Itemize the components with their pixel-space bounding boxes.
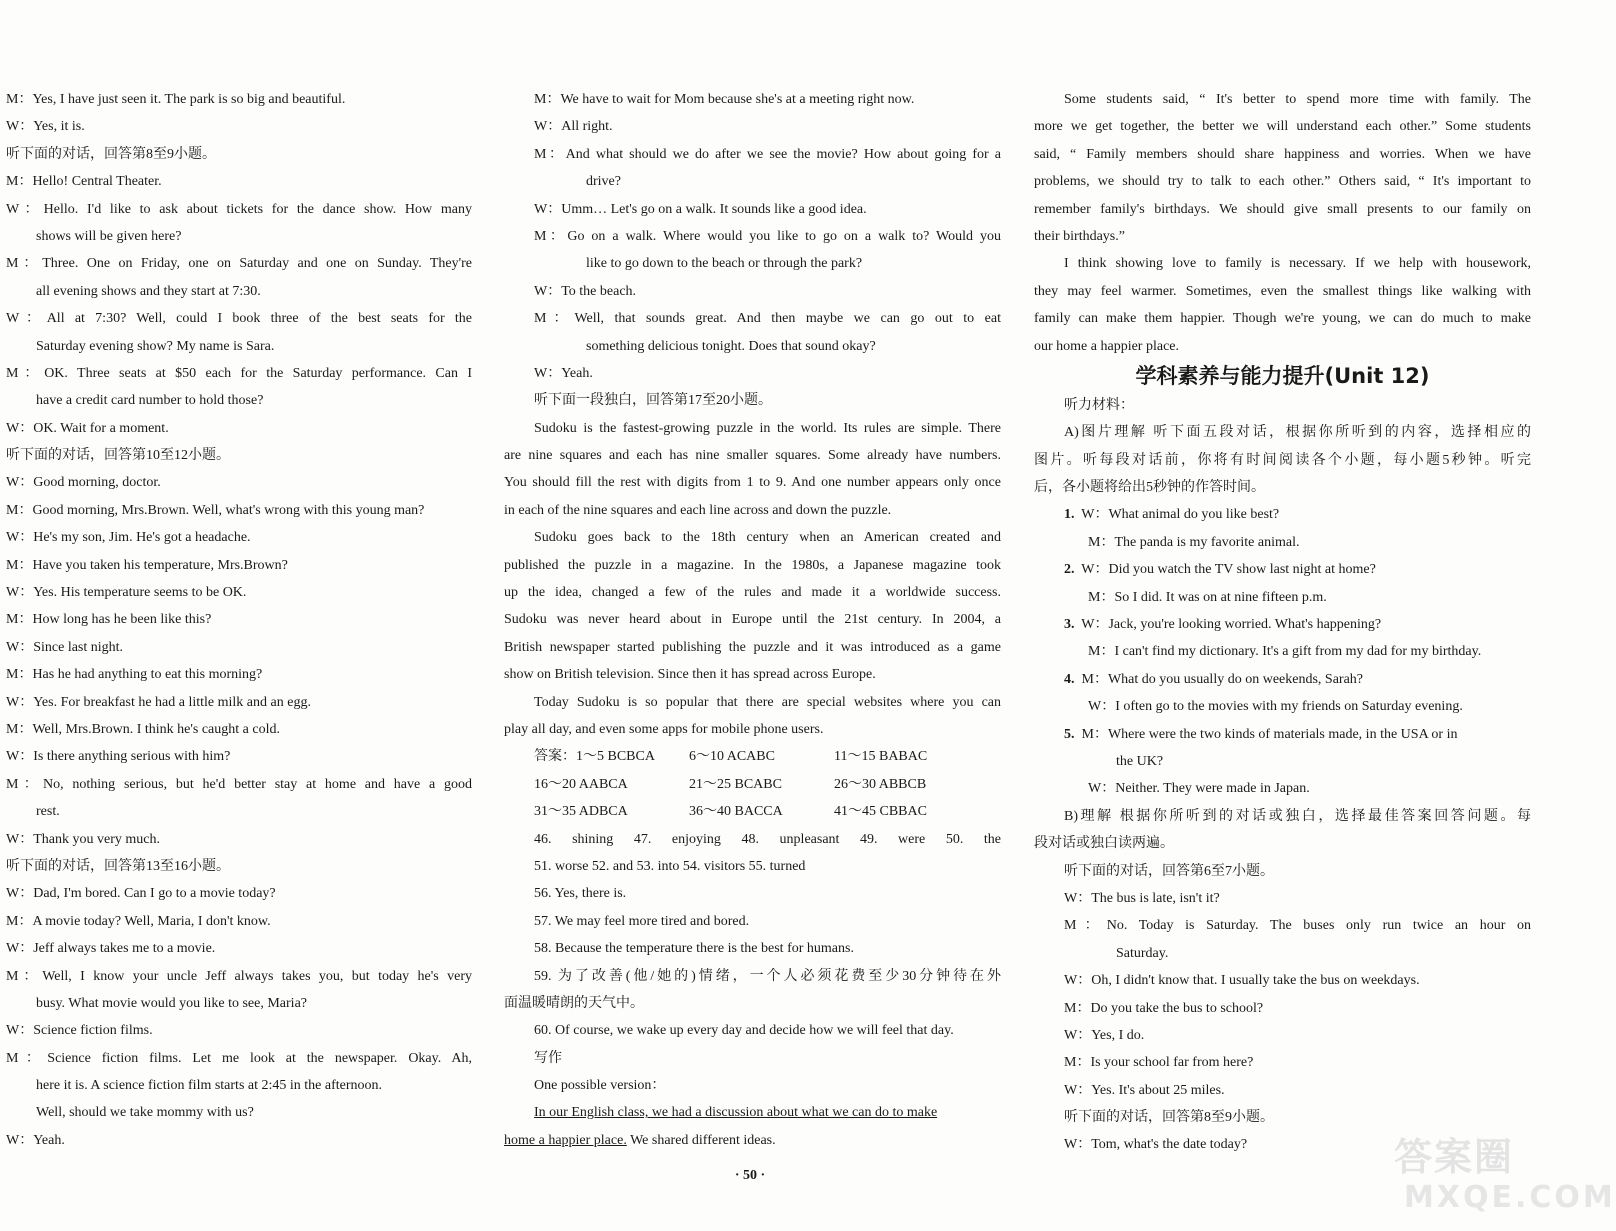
text-line: have a credit card number to hold those?: [36, 393, 264, 409]
text-line: shows will be given here?: [36, 228, 182, 244]
text-line: like to go down to the beach or through the park?: [586, 256, 863, 272]
answer-line: M：I can't find my dictionary. It's a gift from my dad for my birthday.: [1088, 644, 1482, 660]
writing-heading: 写作: [534, 1050, 562, 1066]
text-line: Saturday evening show? My name is Sara.: [36, 338, 275, 354]
text-line: problems, we should try to talk to each other.” Others said, “ It's important to: [1034, 174, 1531, 190]
question-text: W：Did you watch the TV show last night at home?: [1081, 562, 1376, 578]
question-line: [1034, 666, 1531, 693]
question-line: [1034, 501, 1531, 528]
text-line: W：Jeff always takes me to a movie.: [6, 941, 216, 957]
text-line: W：All at 7:30? Well, could I book three of the best seats for the: [6, 311, 472, 327]
text-line: 段对话或独白读两遍。: [1034, 836, 1174, 852]
text-line: up the idea, changed a few of the rules and made it a worldwide success.: [504, 585, 1001, 601]
question-number: 2.: [1064, 562, 1075, 578]
text-line: in each of the nine squares and each line across and down the puzzle.: [504, 502, 892, 518]
text-line: 听下面的对话，回答第8至9小题。: [1064, 1110, 1274, 1126]
text-line: Well, should we take mommy with us?: [36, 1105, 254, 1121]
text-line: W：He's my son, Jim. He's got a headache.: [6, 530, 251, 546]
answer-group: 26～30 ABBCB: [834, 776, 927, 792]
question-number: 5.: [1064, 726, 1075, 742]
text-line: W：Hello. I'd like to ask about tickets for the dance show. How many: [6, 201, 472, 217]
text-line: W：OK. Wait for a moment.: [6, 420, 169, 436]
text-line: all evening shows and they start at 7:30.: [36, 283, 261, 299]
text-line: W：Yes. His temperature seems to be OK.: [6, 585, 247, 601]
text-line: their birthdays.”: [1034, 228, 1125, 244]
watermark-top: 答案圈: [1394, 1135, 1515, 1179]
text-line: M：Do you take the bus to school?: [1064, 1000, 1264, 1016]
text-line: W：Science fiction films.: [6, 1023, 153, 1039]
answer-group: 36～40 BACCA: [689, 804, 783, 820]
fill-answers-46-50: 46. shining 47. enjoying 48. unpleasant 49. were 50. the: [534, 831, 1001, 847]
text-line: 面温暖晴朗的天气中。: [504, 995, 644, 1011]
text-line: W：Yeah.: [534, 365, 593, 381]
text-line: 听下面的对话，回答第10至12小题。: [6, 448, 230, 464]
question-text: M：Where were the two kinds of materials made, in the USA or in: [1081, 726, 1458, 742]
text-line: M：Good morning, Mrs.Brown. Well, what's wrong with this young man?: [6, 502, 425, 518]
text-line: are nine squares and each has nine smaller squares. Some already have numbers.: [504, 448, 1001, 464]
text-line: said, “ Family members should share happiness and worries. When we have: [1034, 146, 1531, 162]
text-line: One possible version：: [534, 1078, 666, 1094]
answer-group: 31～35 ADBCA: [534, 804, 628, 820]
question-continuation: the UK?: [1116, 753, 1164, 769]
text-line: show on British television. Since then it has spread across Europe.: [504, 667, 876, 683]
text-line: Sudoku goes back to the 18th century when an American created and: [534, 530, 1001, 546]
text-line: 图片。听每段对话前，你将有时间阅读各个小题，每小题5秒钟。听完: [1034, 452, 1531, 468]
text-line: W：Yes, it is.: [6, 119, 85, 135]
text-line: our home a happier place.: [1034, 338, 1179, 354]
text-line: W：All right.: [534, 119, 613, 135]
text-line: M：Science fiction films. Let me look at the newspaper. Okay. Ah,: [6, 1050, 472, 1066]
column-middle: [504, 86, 1001, 1154]
text-line: W：Oh, I didn't know that. I usually take the bus on weekdays.: [1064, 973, 1420, 989]
text-line: M：Three. One on Friday, one on Saturday and one on Sunday. They're: [6, 256, 472, 272]
text-line: Saturday.: [1116, 945, 1169, 961]
text-line: M：Yes, I have just seen it. The park is so big and beautiful.: [6, 92, 346, 107]
text-line: remember family's birthdays. We should give small presents to our family on: [1034, 201, 1531, 217]
text-line: M：A movie today? Well, Maria, I don't know.: [6, 913, 271, 929]
text-line: M：Well, that sounds great. And then maybe we can go out to eat: [534, 311, 1001, 327]
essay-underlined: home a happier place.: [504, 1132, 627, 1148]
text-line: W：To the beach.: [534, 283, 637, 299]
answer-line: M：So I did. It was on at nine fifteen p.m.: [1088, 589, 1327, 605]
text-line: 听力材料：: [1064, 397, 1134, 413]
text-line: 听下面的对话，回答第13至16小题。: [6, 858, 230, 874]
text-line: Sudoku was never heard about in Europe until the 21st century. In 2004, a: [504, 612, 1001, 628]
text-line: I think showing love to family is necessary. If we help with housework,: [1064, 256, 1531, 272]
text-line: rest.: [36, 804, 60, 820]
answer-line: W：Neither. They were made in Japan.: [1088, 781, 1310, 797]
text-line: M：Well, I know your uncle Jeff always takes you, but today he's very: [6, 968, 472, 984]
watermark-logo: [1386, 1118, 1616, 1231]
answer-row: [504, 798, 1001, 825]
text-line: W：Good morning, doctor.: [6, 475, 161, 491]
answer-group: 41～45 CBBAC: [834, 804, 927, 820]
text-line: Today Sudoku is so popular that there are special websites where you can: [534, 694, 1001, 710]
text-line: M：Well, Mrs.Brown. I think he's caught a cold.: [6, 721, 280, 737]
text-line: W：Tom, what's the date today?: [1064, 1137, 1248, 1153]
text-line: B)理解 根据你所听到的对话或独白，选择最佳答案回答问题。每: [1064, 808, 1531, 824]
watermark-bottom: MXQE.COM: [1404, 1180, 1616, 1215]
text-line: play all day, and even some apps for mobile phone users.: [504, 721, 824, 737]
column-left: [6, 86, 472, 1154]
text-line: British newspaper started publishing the puzzle and it was introduced as a game: [504, 639, 1001, 655]
text-line: M：OK. Three seats at $50 each for the Saturday performance. Can I: [6, 365, 472, 381]
text-line: they may feel warmer. Sometimes, even the smallest things like walking with: [1034, 283, 1531, 299]
text-line: A)图片理解 听下面五段对话，根据你所听到的内容，选择相应的: [1064, 425, 1531, 441]
text-line: W：Dad, I'm bored. Can I go to a movie today?: [6, 886, 276, 902]
text-line: M：And what should we do after we see the movie? How about going for a: [534, 146, 1001, 162]
question-text: M：What do you usually do on weekends, Sarah?: [1081, 671, 1363, 687]
question-text: W：What animal do you like best?: [1081, 507, 1280, 523]
text-line: 听下面一段独白，回答第17至20小题。: [534, 393, 772, 409]
question-text: W：Jack, you're looking worried. What's happening?: [1081, 617, 1382, 633]
text-line: W：Yes. It's about 25 miles.: [1064, 1082, 1225, 1098]
answer-row: [504, 771, 1001, 798]
text-line: W：Thank you very much.: [6, 831, 160, 847]
text-line: 59. 为了改善(他/她的)情绪，一个人必须花费至少30分钟待在外: [534, 968, 1001, 984]
text-line: 听下面的对话，回答第6至7小题。: [1064, 863, 1274, 879]
text-line: M：Hello! Central Theater.: [6, 174, 162, 190]
question-line: [1034, 556, 1531, 583]
text-line: something delicious tonight. Does that sound okay?: [586, 338, 876, 354]
answer-line: W：I often go to the movies with my friends on Saturday evening.: [1088, 699, 1463, 715]
essay-line: [504, 1127, 1001, 1154]
fill-answers-51-55: 51. worse 52. and 53. into 54. visitors 55. turned: [534, 858, 806, 874]
text-line: W：Umm… Let's go on a walk. It sounds like a good idea.: [534, 201, 867, 217]
text-line: W：Yes, I do.: [1064, 1027, 1145, 1043]
text-line: drive?: [586, 174, 621, 190]
section-title: 学科素养与能力提升(Unit 12): [1135, 363, 1430, 388]
text-line: M：How long has he been like this?: [6, 612, 212, 628]
text-line: You should fill the rest with digits from 1 to 9. And one number appears only once: [504, 475, 1001, 491]
question-number: 4.: [1064, 671, 1075, 687]
column-right: [1034, 86, 1531, 1159]
answer-line: M：The panda is my favorite animal.: [1088, 534, 1300, 550]
page-number: · 50 ·: [734, 1168, 766, 1183]
text-line: M：Have you taken his temperature, Mrs.Brown?: [6, 557, 288, 573]
text-line: busy. What movie would you like to see, Maria?: [36, 995, 307, 1011]
text-line: M：Go on a walk. Where would you like to go on a walk to? Would you: [534, 228, 1001, 244]
essay-underlined: In our English class, we had a discussion about what we can do to make: [534, 1105, 938, 1121]
text-line: more we get together, the better we will understand each other.” Some students: [1034, 119, 1531, 135]
text-line: 56. Yes, there is.: [534, 886, 627, 902]
text-line: W：Yeah.: [6, 1132, 65, 1148]
text-line: here it is. A science fiction film starts at 2:45 in the afternoon.: [36, 1078, 383, 1094]
text-line: W：Since last night.: [6, 639, 124, 655]
answer-row: [504, 743, 1001, 770]
question-line: [1034, 611, 1531, 638]
text-line: M：Is your school far from here?: [1064, 1055, 1254, 1071]
answer-group: 16～20 AABCA: [534, 776, 628, 792]
text-line: published the puzzle in a magazine. In the 1980s, a Japanese magazine took: [504, 557, 1001, 573]
text-line: Some students said, “ It's better to spend more time with family. The: [1064, 92, 1531, 107]
question-number: 1.: [1064, 507, 1075, 523]
text-line: M：No. Today is Saturday. The buses only run twice an hour on: [1064, 918, 1531, 934]
text-line: W：The bus is late, isn't it?: [1064, 890, 1220, 906]
text-line: 后，各小题将给出5秒钟的作答时间。: [1034, 480, 1265, 496]
question-number: 3.: [1064, 617, 1075, 633]
text-line: M：No, nothing serious, but he'd better stay at home and have a good: [6, 776, 472, 792]
essay-line: [504, 1099, 1001, 1126]
text-line: M：We have to wait for Mom because she's at a meeting right now.: [534, 92, 915, 107]
essay-text: We shared different ideas.: [626, 1132, 776, 1148]
answer-group: 11～15 BABAC: [834, 749, 928, 765]
text-line: W：Is there anything serious with him?: [6, 749, 231, 765]
answer-group: 21～25 BCABC: [689, 776, 782, 792]
text-line: 60. Of course, we wake up every day and decide how we will feel that day.: [534, 1023, 954, 1039]
text-line: M：Has he had anything to eat this morning?: [6, 667, 263, 683]
text-line: Sudoku is the fastest-growing puzzle in the world. Its rules are simple. There: [534, 420, 1001, 436]
answer-group: 答案：1～5 BCBCA: [534, 749, 655, 765]
text-line: 58. Because the temperature there is the best for humans.: [534, 941, 854, 957]
text-line: 听下面的对话，回答第8至9小题。: [6, 146, 216, 162]
answer-group: 6～10 ACABC: [689, 749, 775, 765]
text-line: 57. We may feel more tired and bored.: [534, 913, 750, 929]
question-line: [1034, 721, 1531, 748]
text-line: W：Yes. For breakfast he had a little milk and an egg.: [6, 694, 311, 710]
text-line: family can make them happier. Though we're young, we can do much to make: [1034, 311, 1531, 327]
